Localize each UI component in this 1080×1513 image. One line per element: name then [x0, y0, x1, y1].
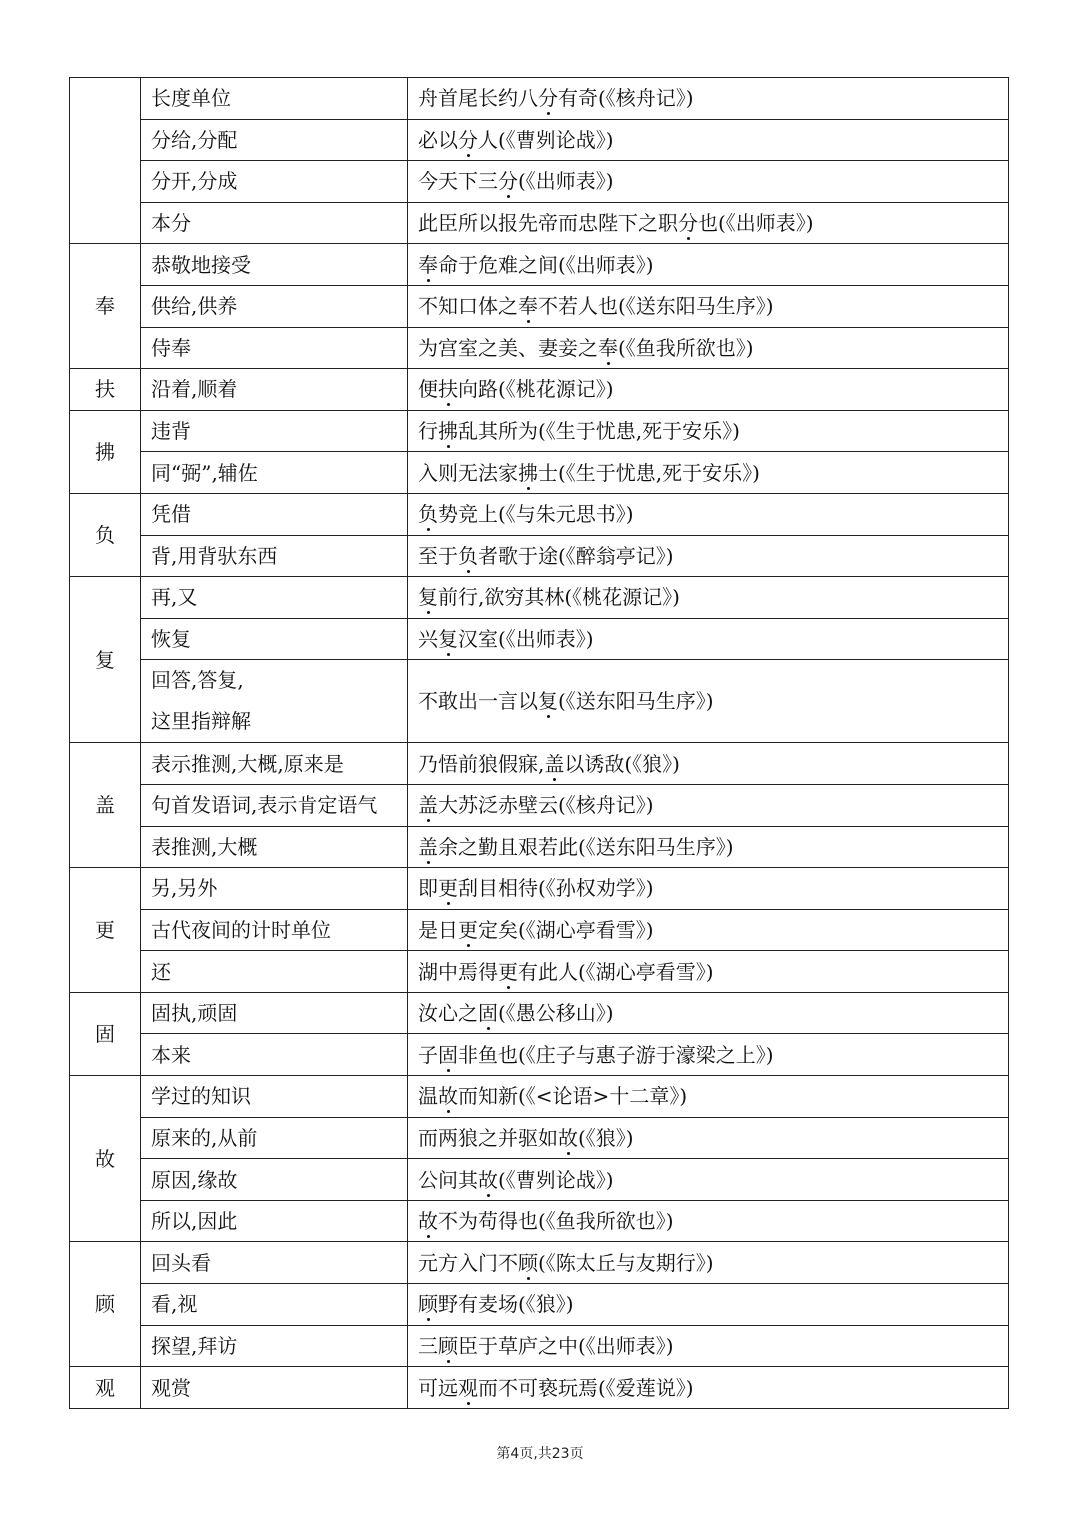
- example-text: 兴: [418, 627, 438, 652]
- table-row: [70, 1242, 1009, 1284]
- meaning-cell: 本分: [141, 202, 408, 244]
- example-text: 势竞上(《与朱元思书》): [438, 502, 634, 527]
- example-cell: [408, 1325, 1009, 1367]
- table-row: [70, 1200, 1009, 1242]
- example-cell: [408, 951, 1009, 993]
- headword-cell: 盖: [70, 743, 141, 868]
- headword-cell: 负: [70, 493, 141, 576]
- example-cell: [408, 78, 1009, 120]
- example-cell: [408, 119, 1009, 161]
- table-row: [70, 1076, 1009, 1118]
- key-character: 分: [678, 211, 698, 236]
- example-cell: [408, 1034, 1009, 1076]
- key-character: 奉: [418, 252, 438, 277]
- key-character: 复: [418, 585, 438, 610]
- example-text: 不知口体之: [418, 294, 518, 319]
- example-cell: [408, 161, 1009, 203]
- example-text: 即: [418, 876, 438, 901]
- example-text: 三: [418, 1333, 438, 1358]
- key-character: 更: [458, 917, 478, 942]
- vocab-table: [69, 77, 1009, 1409]
- table-row: [70, 1159, 1009, 1201]
- example-cell: [408, 202, 1009, 244]
- meaning-cell: 分开,分成: [141, 161, 408, 203]
- key-character: 负: [458, 543, 478, 568]
- key-character: 拂: [438, 419, 458, 444]
- table-row: [70, 1117, 1009, 1159]
- table-row: [70, 868, 1009, 910]
- example-text: 刮目相待(《孙权劝学》): [458, 876, 654, 901]
- key-character: 固: [438, 1042, 458, 1067]
- meaning-cell: 本来: [141, 1034, 408, 1076]
- meaning-cell: 侍奉: [141, 327, 408, 369]
- headword-cell: 顾: [70, 1242, 141, 1367]
- key-character: 盖: [418, 793, 438, 818]
- table-row: [70, 660, 1009, 743]
- example-cell: [408, 1242, 1009, 1284]
- example-cell: [408, 535, 1009, 577]
- example-text: 野有麦场(《狼》): [438, 1292, 574, 1317]
- meaning-cell: 分给,分配: [141, 119, 408, 161]
- example-cell: [408, 660, 1009, 743]
- example-text: 温: [418, 1084, 438, 1109]
- key-character: 固: [478, 1001, 498, 1026]
- table-row: [70, 119, 1009, 161]
- key-character: 复: [538, 689, 558, 714]
- example-cell: [408, 327, 1009, 369]
- headword-cell: 故: [70, 1076, 141, 1242]
- example-cell: [408, 244, 1009, 286]
- example-text: 舟首尾长约八: [418, 86, 538, 111]
- example-text: 今天下三: [418, 169, 498, 194]
- key-character: 复: [438, 627, 458, 652]
- example-text: 者歌于途(《醉翁亭记》): [478, 543, 674, 568]
- table-row: [70, 1367, 1009, 1409]
- meaning-cell: 还: [141, 951, 408, 993]
- example-text: 向路(《桃花源记》): [458, 377, 614, 402]
- table-row: [70, 202, 1009, 244]
- meaning-cell: 固执,顽固: [141, 992, 408, 1034]
- meaning-cell: 恭敬地接受: [141, 244, 408, 286]
- example-cell: [408, 410, 1009, 452]
- key-character: 盖: [544, 751, 565, 776]
- meaning-cell: 回头看: [141, 1242, 408, 1284]
- example-text: (《鱼我所欲也》): [618, 335, 754, 360]
- meaning-cell: 供给,供养: [141, 285, 408, 327]
- key-character: 更: [498, 959, 518, 984]
- example-cell: [408, 1159, 1009, 1201]
- example-text: 湖中焉得: [418, 959, 498, 984]
- example-cell: [408, 1367, 1009, 1409]
- meaning-cell: 观赏: [141, 1367, 408, 1409]
- meaning-cell: 探望,拜访: [141, 1325, 408, 1367]
- table-row: [70, 618, 1009, 660]
- meaning-cell: 原来的,从前: [141, 1117, 408, 1159]
- table-row: [70, 410, 1009, 452]
- key-character: 负: [418, 502, 438, 527]
- key-character: 盖: [418, 834, 438, 859]
- example-text: (《曹刿论战》): [498, 1167, 614, 1192]
- example-text: 不敢出一言以: [418, 689, 538, 714]
- key-character: 顾: [518, 1250, 538, 1275]
- meaning-cell: 同“弼”,辅佐: [141, 452, 408, 494]
- headword-cell: 更: [70, 868, 141, 993]
- meaning-cell: 表推测,大概: [141, 826, 408, 868]
- example-text: 非鱼也(《庄子与惠子游于濠梁之上》): [458, 1042, 774, 1067]
- meaning-line: 这里指辩解: [151, 709, 251, 734]
- example-text: 有奇(《核舟记》): [558, 86, 694, 111]
- example-text: (《出师表》): [518, 169, 614, 194]
- key-character: 扶: [438, 377, 458, 402]
- example-text: (《送东阳马生序》): [558, 689, 714, 714]
- headword-cell: 拂: [70, 410, 141, 493]
- example-text: 定矣(《湖心亭看雪》): [478, 917, 654, 942]
- table-row: [70, 78, 1009, 120]
- key-character: 分: [498, 169, 518, 194]
- table-row: [70, 244, 1009, 286]
- example-cell: [408, 577, 1009, 619]
- table-row: [70, 951, 1009, 993]
- key-character: 拂: [518, 460, 538, 485]
- table-row: [70, 161, 1009, 203]
- example-text: 公问其: [418, 1167, 478, 1192]
- key-character: 顾: [438, 1333, 458, 1358]
- table-row: [70, 285, 1009, 327]
- table-row: [70, 493, 1009, 535]
- page-footer: 第4页,共23页: [496, 1446, 584, 1462]
- table-row: [70, 369, 1009, 411]
- headword-cell: 复: [70, 577, 141, 743]
- example-text: 至于: [418, 543, 458, 568]
- example-text: 以诱敌(《狼》): [564, 751, 680, 776]
- example-text: 此臣所以报先帝而忠陛下之职: [418, 211, 678, 236]
- example-text: 必以: [418, 127, 458, 152]
- example-cell: [408, 826, 1009, 868]
- key-character: 顾: [418, 1292, 438, 1317]
- table-row: [70, 327, 1009, 369]
- key-character: 故: [418, 1209, 438, 1234]
- meaning-cell: 看,视: [141, 1284, 408, 1326]
- example-cell: [408, 1200, 1009, 1242]
- headword-cell: 扶: [70, 369, 141, 411]
- example-cell: [408, 1117, 1009, 1159]
- example-cell: [408, 369, 1009, 411]
- example-text: 有此人(《湖心亭看雪》): [518, 959, 714, 984]
- table-row: [70, 577, 1009, 619]
- key-character: 故: [478, 1167, 498, 1192]
- example-text: 子: [418, 1042, 438, 1067]
- example-text: 乃悟前狼假寐,: [418, 751, 545, 776]
- meaning-cell: 学过的知识: [141, 1076, 408, 1118]
- meaning-cell: 表示推测,大概,原来是: [141, 743, 408, 785]
- key-character: 观: [458, 1375, 478, 1400]
- meaning-cell: 凭借: [141, 493, 408, 535]
- headword-cell: 奉: [70, 244, 141, 369]
- key-character: 奉: [518, 294, 538, 319]
- key-character: 故: [558, 1125, 578, 1150]
- example-cell: [408, 909, 1009, 951]
- table-row: [70, 1034, 1009, 1076]
- example-cell: [408, 452, 1009, 494]
- key-character: 分: [538, 86, 558, 111]
- table-row: [70, 992, 1009, 1034]
- example-text: 入则无法家: [418, 460, 518, 485]
- example-text: (《愚公移山》): [498, 1001, 614, 1026]
- key-character: 奉: [598, 335, 618, 360]
- table-row: [70, 826, 1009, 868]
- meaning-cell: [141, 660, 408, 743]
- table-row: [70, 1325, 1009, 1367]
- meaning-cell: 原因,缘故: [141, 1159, 408, 1201]
- example-text: 臣于草庐之中(《出师表》): [458, 1333, 674, 1358]
- meaning-cell: 背,用背驮东西: [141, 535, 408, 577]
- headword-cell: [70, 78, 141, 244]
- example-cell: [408, 285, 1009, 327]
- meaning-cell: 恢复: [141, 618, 408, 660]
- meaning-cell: 另,另外: [141, 868, 408, 910]
- meaning-cell: 长度单位: [141, 78, 408, 120]
- example-text: (《陈太丘与友期行》): [538, 1250, 714, 1275]
- meaning-cell: 再,又: [141, 577, 408, 619]
- meaning-cell: 古代夜间的计时单位: [141, 909, 408, 951]
- example-text: 为宫室之美、妻妾之: [418, 335, 598, 360]
- example-cell: [408, 1284, 1009, 1326]
- example-text: 行: [418, 419, 438, 444]
- meaning-cell: 违背: [141, 410, 408, 452]
- table-row: [70, 743, 1009, 785]
- example-cell: [408, 618, 1009, 660]
- example-cell: [408, 743, 1009, 785]
- example-text: 不为苟得也(《鱼我所欲也》): [438, 1209, 674, 1234]
- example-text: 也(《出师表》): [698, 211, 814, 236]
- table-row: [70, 452, 1009, 494]
- example-cell: [408, 868, 1009, 910]
- example-text: 命于危难之间(《出师表》): [438, 252, 654, 277]
- key-character: 故: [438, 1084, 458, 1109]
- meaning-cell: 所以,因此: [141, 1200, 408, 1242]
- example-text: 人(《曹刿论战》): [478, 127, 614, 152]
- headword-cell: 固: [70, 992, 141, 1075]
- example-text: 而不可亵玩焉(《爱莲说》): [478, 1375, 694, 1400]
- example-cell: [408, 992, 1009, 1034]
- example-text: 可远: [418, 1375, 458, 1400]
- example-text: 而知新(《<论语>十二章》): [458, 1084, 688, 1109]
- example-text: (《狼》): [578, 1125, 634, 1150]
- table-row: [70, 784, 1009, 826]
- meaning-line: 回答,答复,: [151, 668, 244, 693]
- example-text: 是日: [418, 917, 458, 942]
- example-cell: [408, 784, 1009, 826]
- example-text: 大苏泛赤壁云(《核舟记》): [438, 793, 654, 818]
- key-character: 更: [438, 876, 458, 901]
- example-text: 便: [418, 377, 438, 402]
- example-text: 不若人也(《送东阳马生序》): [538, 294, 774, 319]
- example-text: 乱其所为(《生于忧患,死于安乐》): [458, 419, 740, 444]
- headword-cell: 观: [70, 1367, 141, 1409]
- key-character: 分: [458, 127, 478, 152]
- example-cell: [408, 493, 1009, 535]
- table-row: [70, 1284, 1009, 1326]
- example-text: 汉室(《出师表》): [458, 627, 594, 652]
- example-text: 前行,欲穷其林(《桃花源记》): [438, 585, 680, 610]
- example-text: 汝心之: [418, 1001, 478, 1026]
- meaning-cell: 沿着,顺着: [141, 369, 408, 411]
- example-text: 士(《生于忧患,死于安乐》): [538, 460, 760, 485]
- example-text: 元方入门不: [418, 1250, 518, 1275]
- meaning-cell: 句首发语词,表示肯定语气: [141, 784, 408, 826]
- example-text: 余之勤且艰若此(《送东阳马生序》): [438, 834, 734, 859]
- example-text: 而两狼之并驱如: [418, 1125, 558, 1150]
- table-row: [70, 909, 1009, 951]
- table-row: [70, 535, 1009, 577]
- example-cell: [408, 1076, 1009, 1118]
